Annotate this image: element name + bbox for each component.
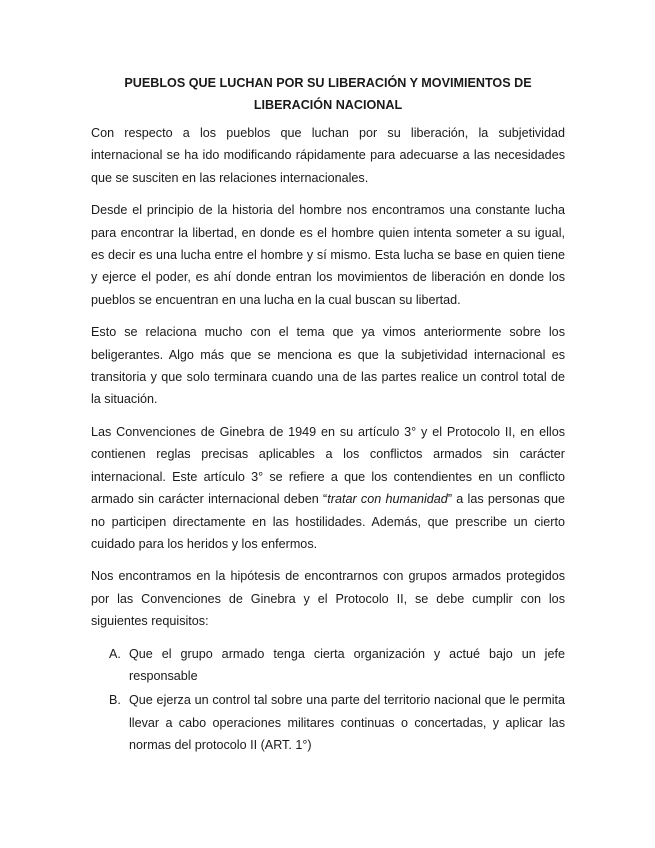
list-item-text: Que el grupo armado tenga cierta organización y actué bajo un jefe responsable	[129, 646, 565, 683]
list-item	[91, 689, 565, 756]
paragraph-4	[91, 421, 565, 555]
paragraph-4-before: Las Convenciones de Ginebra de 1949 en su artículo 3° y el Protocolo II, en ellos contienen reglas precisas aplicables a los conflictos armados sin carácter internacional. Este artículo 3° se refiere a que los contendientes en un conflicto armado sin carácter internacional deben “	[91, 424, 565, 507]
list-marker: A.	[109, 646, 121, 661]
title-line-2: LIBERACIÓN NACIONAL	[253, 98, 403, 112]
list-marker: B.	[109, 693, 121, 708]
paragraph-4-after: ” a las personas que no participen directamente en las hostilidades. Además, que prescribe un cierto cuidado para los heridos y los enfermos.	[91, 492, 565, 551]
list-item-text: Que ejerza un control tal sobre una parte del territorio nacional que le permita llevar a cabo operaciones militares continuas o concertadas, y aplicar las normas del protocolo II (ART. 1°)	[129, 693, 565, 753]
paragraph-5: Nos encontramos en la hipótesis de encontrarnos con grupos armados protegidos por las Convenciones de Ginebra y el Protocolo II, se debe cumplir con los siguientes requisitos:	[91, 569, 565, 629]
requirements-list	[91, 643, 565, 757]
document-title	[91, 72, 565, 116]
paragraph-1: Con respecto a los pueblos que luchan por su liberación, la subjetividad internacional se ha ido modificando rápidamente para adecuarse a las necesidades que se susciten en las relaciones internacionales.	[91, 126, 565, 185]
paragraph-4-emphasis: tratar con humanidad	[327, 492, 448, 507]
list-item	[91, 643, 565, 688]
document-page	[91, 72, 565, 759]
title-line-1: PUEBLOS QUE LUCHAN POR SU LIBERACIÓN Y MOVIMIENTOS DE	[124, 76, 532, 90]
paragraph-3: Esto se relaciona mucho con el tema que ya vimos anteriormente sobre los beligerantes. Algo más que se menciona es que la subjetividad internacional es transitoria y que solo terminara cuando una de las partes realice un control total de la situación.	[91, 325, 565, 407]
paragraph-2: Desde el principio de la historia del hombre nos encontramos una constante lucha para encontrar la libertad, en donde es el hombre quien intenta someter a su igual, es decir es una lucha entre el hombre y sí mismo. Esta lucha se base en quien tiene y ejerce el poder, es ahí donde entran los movimientos de liberación en donde los pueblos se encuentran en una lucha en la cual buscan su libertad.	[91, 203, 565, 307]
